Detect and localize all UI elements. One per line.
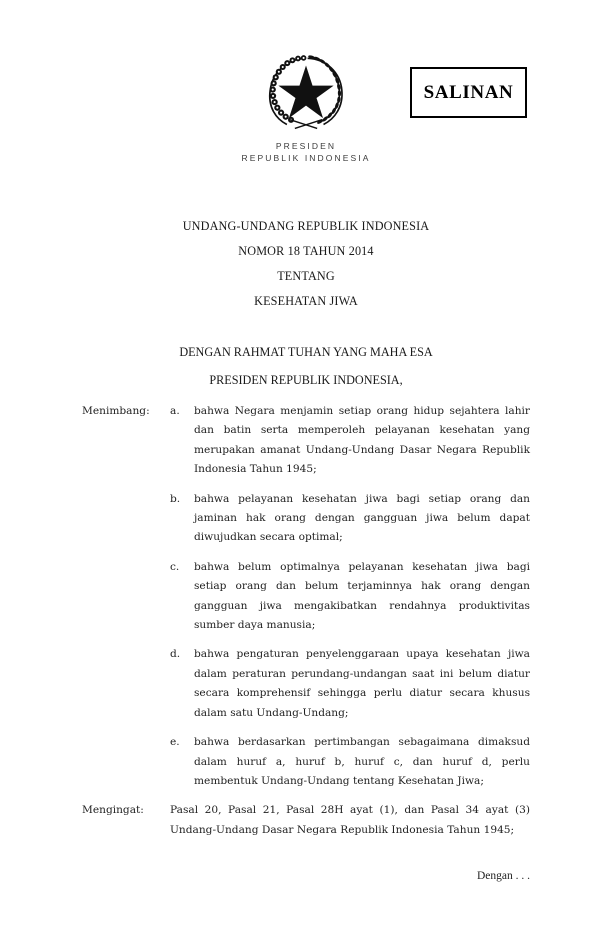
document-title-block <box>0 214 612 314</box>
indonesian-presidential-star-emblem-icon <box>258 48 354 134</box>
legal-basis-section <box>82 801 530 840</box>
title-line-about: TENTANG <box>277 269 335 283</box>
preamble-line-president: PRESIDEN REPUBLIK INDONESIA, <box>209 373 403 387</box>
preamble-line-blessing: DENGAN RAHMAT TUHAN YANG MAHA ESA <box>179 345 433 359</box>
preamble-block <box>0 338 612 394</box>
consideration-item <box>170 645 530 723</box>
legal-basis-label: Mengingat: <box>82 804 144 817</box>
consideration-item-marker: c. <box>170 560 180 573</box>
consideration-item-text: bahwa belum optimalnya pelayanan kesehatan jiwa bagi setiap orang dan belum terjaminnya hak orang dengan gangguan jiwa mengakibatkan rendahnya produktivitas sumber daya manusia; <box>194 560 530 632</box>
consideration-item-text: bahwa pengaturan penyelenggaraan upaya kesehatan jiwa dalam peraturan perundang-undangan saat ini belum diatur secara komprehensif sehingga perlu diatur secara khusus dalam satu Undang-Undang; <box>194 648 530 719</box>
consideration-item-text: bahwa pelayanan kesehatan jiwa bagi setiap orang dan jaminan hak orang dengan gangguan jiwa belum dapat diwujudkan secara optimal; <box>194 492 530 544</box>
emblem-caption <box>0 141 612 164</box>
document-header <box>0 0 612 200</box>
considerations-label: Menimbang: <box>82 405 150 417</box>
title-line-number: NOMOR 18 TAHUN 2014 <box>238 244 374 258</box>
title-line-subject: KESEHATAN JIWA <box>254 294 358 308</box>
consideration-item-text: bahwa berdasarkan pertimbangan sebagaimana dimaksud dalam huruf a, huruf b, huruf c, dan huruf d, perlu membentuk Undang-Undang tentang Kesehatan Jiwa; <box>194 736 530 787</box>
salinan-stamp <box>410 67 527 118</box>
consideration-item-marker: b. <box>170 492 181 505</box>
emblem-caption-line-1: PRESIDEN <box>275 141 337 151</box>
salinan-label: SALINAN <box>423 81 514 103</box>
document-body <box>82 402 530 840</box>
legal-basis-text: Pasal 20, Pasal 21, Pasal 28H ayat (1), dan Pasal 34 ayat (3) Undang-Undang Dasar Negara Republik Indonesia Tahun 1945; <box>170 804 530 836</box>
consideration-item <box>170 490 530 548</box>
consideration-item <box>170 402 530 480</box>
consideration-item-text: bahwa Negara menjamin setiap orang hidup sejahtera lahir dan batin serta memperoleh pelayanan kesehatan yang merupakan amanat Undang-Undang Dasar Negara Republik Indonesia Tahun 1945; <box>194 405 530 476</box>
consideration-item <box>170 558 530 636</box>
considerations-list <box>170 402 530 791</box>
considerations-section <box>82 402 530 791</box>
consideration-item-marker: a. <box>170 405 180 417</box>
title-line-law-name: UNDANG-UNDANG REPUBLIK INDONESIA <box>182 219 430 233</box>
consideration-item-marker: d. <box>170 648 181 661</box>
consideration-item-marker: e. <box>170 736 180 749</box>
continuation-note: Dengan . . . <box>476 870 530 882</box>
emblem-caption-line-2: REPUBLIK INDONESIA <box>241 152 371 163</box>
consideration-item <box>170 733 530 791</box>
